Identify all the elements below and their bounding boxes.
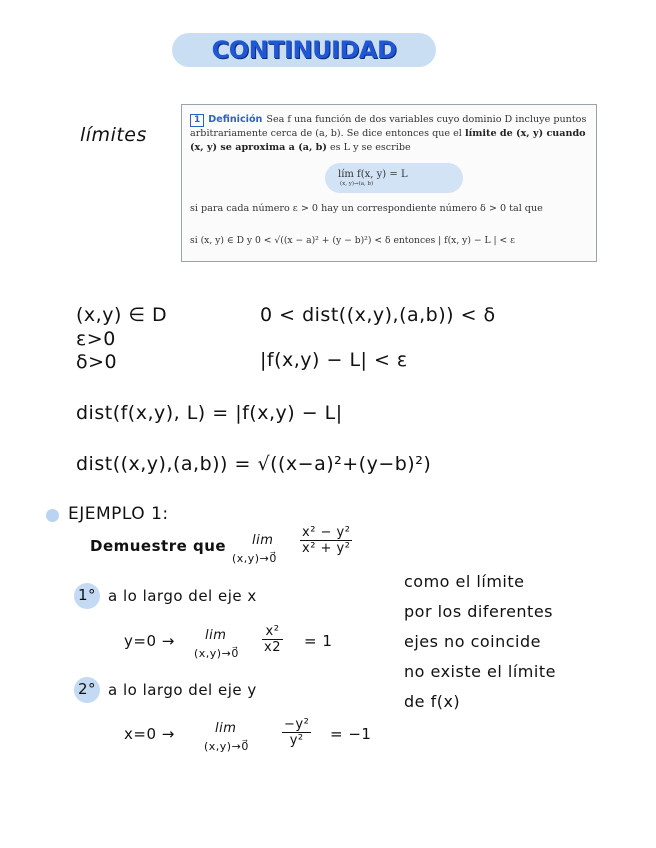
step1-number: 1° — [78, 586, 97, 604]
step1-numerator: x² — [262, 624, 283, 640]
note-dist-f: dist(f(x,y), L) = |f(x,y) − L| — [76, 402, 343, 424]
definition-box — [181, 104, 597, 262]
conclusion-line: ejes no coincide — [404, 632, 541, 651]
example-lim-word: lim — [252, 533, 274, 548]
bullet-dot — [46, 509, 59, 522]
step2-text: a lo largo del eje y — [108, 681, 257, 699]
step1-lim-word: lim — [205, 628, 227, 643]
side-label: límites — [80, 124, 147, 146]
step1-substitution: y=0 → — [124, 632, 175, 650]
definition-condition-line: si (x, y) ∈ D y 0 < √((x − a)² + (y − b)²) < δ entonces | f(x, y) − L | < ε — [190, 235, 515, 246]
conclusion-line: como el límite — [404, 572, 525, 591]
example-lim-subscript: (x,y)→0⃗ — [232, 552, 277, 565]
conclusion-line: no existe el límite — [404, 662, 556, 681]
conclusion-block — [404, 567, 556, 717]
definition-limit-expression: lím f(x, y) = L — [338, 169, 408, 180]
definition-text-b: es L y se escribe — [330, 142, 411, 153]
note-function-condition: |f(x,y) − L| < ε — [260, 349, 408, 371]
step2-substitution: x=0 → — [124, 725, 175, 743]
step2-fraction — [282, 717, 311, 748]
step1-denominator: x2 — [264, 640, 281, 655]
step1-result: = 1 — [304, 632, 333, 650]
definition-limit-subscript: (x, y)→(a, b) — [340, 181, 374, 187]
page-title: CONTINUIDAD — [211, 36, 397, 64]
step2-result: = −1 — [330, 725, 372, 743]
example-main-fraction — [300, 525, 352, 556]
definition-text-bold: límite de (x, y) cuando (x, y) se aproxima a (a, b) — [190, 128, 586, 153]
example-prompt: Demuestre que — [90, 537, 227, 555]
step2-lim-subscript: (x,y)→0⃗ — [204, 740, 249, 753]
note-delta: δ>0 — [76, 351, 118, 373]
conclusion-line: de f(x) — [404, 692, 461, 711]
step1-lim-subscript: (x,y)→0⃗ — [194, 647, 239, 660]
conclusion-line: por los diferentes — [404, 602, 554, 621]
step2-number: 2° — [78, 680, 97, 698]
note-epsilon: ε>0 — [76, 328, 116, 350]
note-domain: (x,y) ∈ D — [76, 304, 168, 326]
definition-epsilon-line: si para cada número ε > 0 hay un correspondiente número δ > 0 tal que — [190, 203, 543, 214]
example-denominator: x² + y² — [302, 541, 351, 556]
definition-number: 1 — [190, 114, 204, 127]
step1-fraction — [262, 624, 283, 655]
step2-denominator: y² — [289, 733, 304, 748]
note-distance-condition: 0 < dist((x,y),(a,b)) < δ — [260, 304, 496, 326]
definition-paragraph — [190, 113, 590, 155]
step2-numerator: −y² — [284, 717, 310, 732]
definition-text-a: Sea f una función de dos variables cuyo dominio D incluye puntos arbitrariamente cerca de (a, b). Se dice entonces que el — [190, 114, 587, 139]
definition-heading: Definición — [208, 114, 263, 125]
example-heading: EJEMPLO 1: — [68, 504, 169, 524]
step2-lim-word: lim — [215, 721, 237, 736]
example-numerator: x² − y² — [302, 525, 351, 540]
note-dist-points: dist((x,y),(a,b)) = √((x−a)²+(y−b)²) — [76, 453, 432, 475]
step1-text: a lo largo del eje x — [108, 587, 257, 605]
